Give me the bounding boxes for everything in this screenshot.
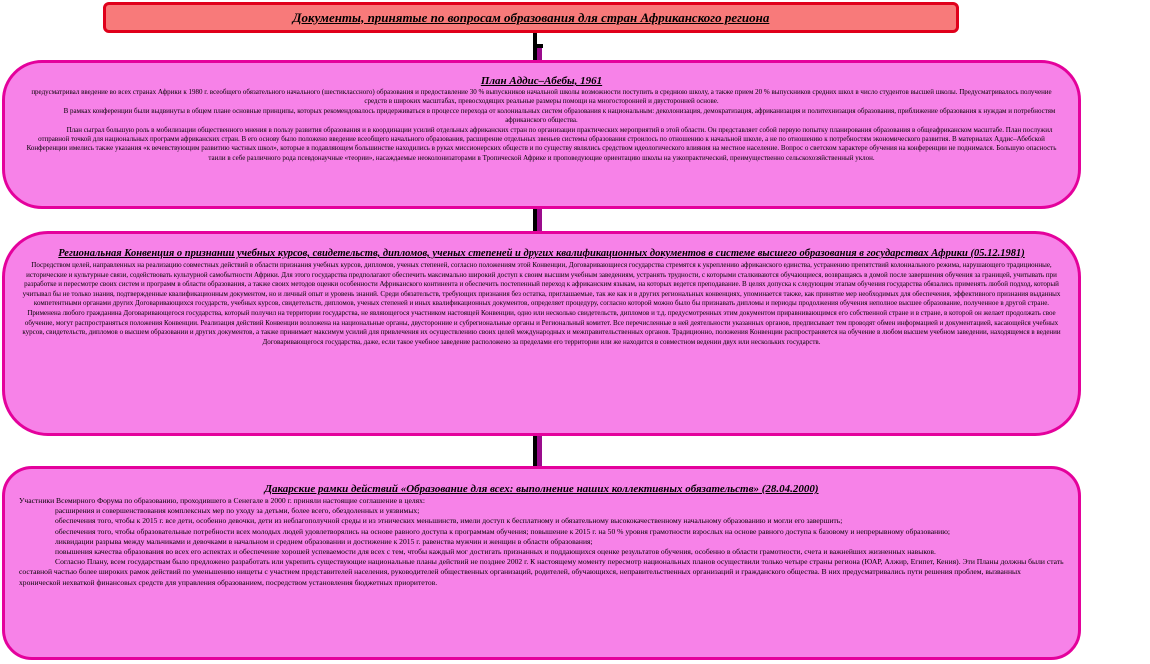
document-paragraph: Согласно Плану, всем государствам было предложено разработать или укрепить существующие национальные планы действий не позднее 2002 г. К настоящему моменту пересмотр национальных планов осуществили только четыре страны региона (ЮАР, Алжир, Египет, Кения). Эти Планы должны были стать составной частью более широких рамок действий по уменьшению нищеты с участием представителей населения, руководителей общественных организаций, родителей, обучающихся, неправительственных организаций и гражданского общества. В них предусматривались пути решения проблем, вызванных хронической нехваткой финансовых средств для управления образованием, посредством установления бюджетных приоритетов. [19, 557, 1064, 587]
document-box-addis-ababa [2, 60, 1081, 209]
connector-line-3 [537, 436, 542, 467]
document-paragraph: План сыграл большую роль в мобилизации общественного мнения в пользу развития образования и в координации усилий отдельных африканских стран по организации практических мероприятий в этой области. Он представляет собой первую попытку планирования образования в общеафриканском масштабе. План послужил отправной точкой для национальных программ африканских стран. В его основу было положено введение всеобщего начального образования, расширение отдельных звеньев системы образования строилось по отношению к начальной школе, а не по отношению к потребностям экономического развития. В материалах Аддис–Абебской Конференции имелись также указания «к вечевствующим развитию частных школ», которые в подавляющем большинстве находились в руках миссионерских обществ и по существу являлись средством идеологического влияния на местное население. Вопрос о светском характере обучения на конференции не поднимался. Большую опасность таили в себе различного рода псевдонаучные «теории», насаждаемые неоколонизаторами в Тропической Африке и проповедующие ориентацию школы на узкопрактический, преимущественно сельскохозяйственный уклон. [26, 125, 1057, 162]
document-paragraph: Участники Всемирного Форума по образованию, проходившего в Сенегале в 2000 г. приняли настоящие соглашение в целях: [19, 496, 426, 505]
diagram-title-text: Документы, принятые по вопросам образования для стран Африканского региона [292, 9, 770, 25]
document-list-item: повышения качества образования во всех его аспектах и обеспечение хорошей успеваемости для всех с тем, чтобы каждый мог достигать признанных и поддающихся оценке результатов обучения, особенно в области грамотности, счета и важнейших жизненных навыков. [55, 547, 936, 557]
document-paragraph: предусматривал введение во всех странах Африки к 1980 г. всеобщего обязательного начального (шестиклассного) образования и предоставление 30 % выпускников начальной школы возможности поступить в среднюю школу, а также прием 20 % выпускников средних школ в число студентов высшей школы. Предусматривалось получение средств в широких масштабах, превосходящих реальные размеры помощи на многосторонней и двусторонней основе. [31, 88, 1052, 106]
document-box-regional-convention [2, 231, 1081, 436]
document-title: Дакарские рамки действий «Образование для всех: выполнение наших коллективных обязательств» (28.04.2000) [264, 483, 819, 495]
diagram-title [103, 2, 959, 33]
document-title: Региональная Конвенция о признании учебных курсов, свидетельств, дипломов, ученых степеней и других квалификационных документов в системе высшего образования в государствах Африки (05.12.1981) [58, 248, 1025, 259]
document-list-item: ликвидации разрыва между мальчиками и девочками в начальном и среднем образовании и достижение к 2015 г. равенства мужчин и женщин в области образования; [55, 536, 593, 546]
document-title: План Аддис–Абебы, 1961 [480, 75, 603, 87]
document-paragraph: Посредством целей, направленных на реализацию совместных действий в области признания учебных курсов, дипломов, ученых степеней, согласно положениям этой Конвенции, Договаривающиеся государства стремятся к укреплению африканского единства, устранению препятствий колониального режима, нарушающего традиционные, исторические и культурные связи, содействовать культурной самобытности Африки. Для этого государства предполагают обеспечить максимально широкий доступ к своим высшим учебным заведениям, устранять трудности, с которыми сталкиваются обучающиеся, возвращаясь в домой после завершения обучения за границей, учитывать при разработке и пересмотре своих систем и программ в области образования, а также своих методов оценки особенности Африканского континента и обеспечить постепенный переход к африканским языкам, на которых ведется преподавание. В целях допуска к следующим этапам обучения государства обязались применять любой подход, который учитывал бы не только знания, подтвержденные квалификационным документом, но и личный опыт и уровень знаний. Среди обязательств, требующих признания без остатка, приглашаемые, так же как и в других региональных конвенциях, упоминается также, как принятие мер необходимых для обеспечения, эффективного признания выданных компетентными органами других Договаривающихся государств, учебных курсов, свидетельств, дипломов, ученых степеней и иных квалификационных документов, определяет процедуру, согласно которой можно было бы признавать дипломы и периоды продолжения обучения неполное высшее образование, полученное в другой стране. Применена любого гражданина Договаривающегося государства, который получил на территории государства, не являющегося участником настоящей Конвенции, одно или несколько свидетельств, дипломов и т.д. предусмотренных этим документом приравнивающимся его собственной стране и в стране, в которой он желает продолжать свое обучение, могут распространяться положения Конвенции. Реализация действий Конвенции возложена на национальные органы, двусторонние и субрегиональные органы и Региональный комитет. Все перечисленные в ней деятельности указанных органов, предписывает тем проводят обмен информацией и документацией, касающейся учебных курсов, свидетельств, дипломов о высшем образовании и других документов, а также принимает максимум усилий для привлечения их осуществлению своих целей международных и межправительственных органов. Традиционно, положения Конвенции распространяется на обучение в любом высшем учебном заведении, находящемся в ведении Договаривающегося государства, даже, если такое учебное заведение расположено за пределами его территории или же находится в совместном ведении двух или нескольких государств. [22, 261, 1061, 346]
connector-line-2 [537, 209, 542, 232]
document-box-dakar-framework [2, 466, 1081, 660]
document-paragraph: В рамках конференции были выдвинуты в общем плане основные принципы, которых рекомендовалось придерживаться в процессе перехода от колониальных систем образования к национальным: деколонизация, демократизация, африканизация и политехнизация образования, приближение образования к нуждам и потребностям африканского общества. [63, 106, 1056, 125]
document-list-item: обеспечения того, чтобы к 2015 г. все дети, особенно девочки, дети из неблагополучной среды и из этнических меньшинств, имели доступ к бесплатному и обязательному высококачественному начальному образованию и могли его завершить; [55, 516, 843, 526]
document-list-item: обеспечения того, чтобы образовательные потребности всех молодых людей удовлетворялись на основе равного доступа к программам обучения; повышение к 2015 г. на 50 % уровня грамотности взрослых на основе равного доступа к базовому и непрерывному образованию; [55, 526, 951, 536]
document-list-item: расширения и совершенствования комплексных мер по уходу за детьми, более всего, обездоленных и уязвимых; [55, 506, 420, 516]
